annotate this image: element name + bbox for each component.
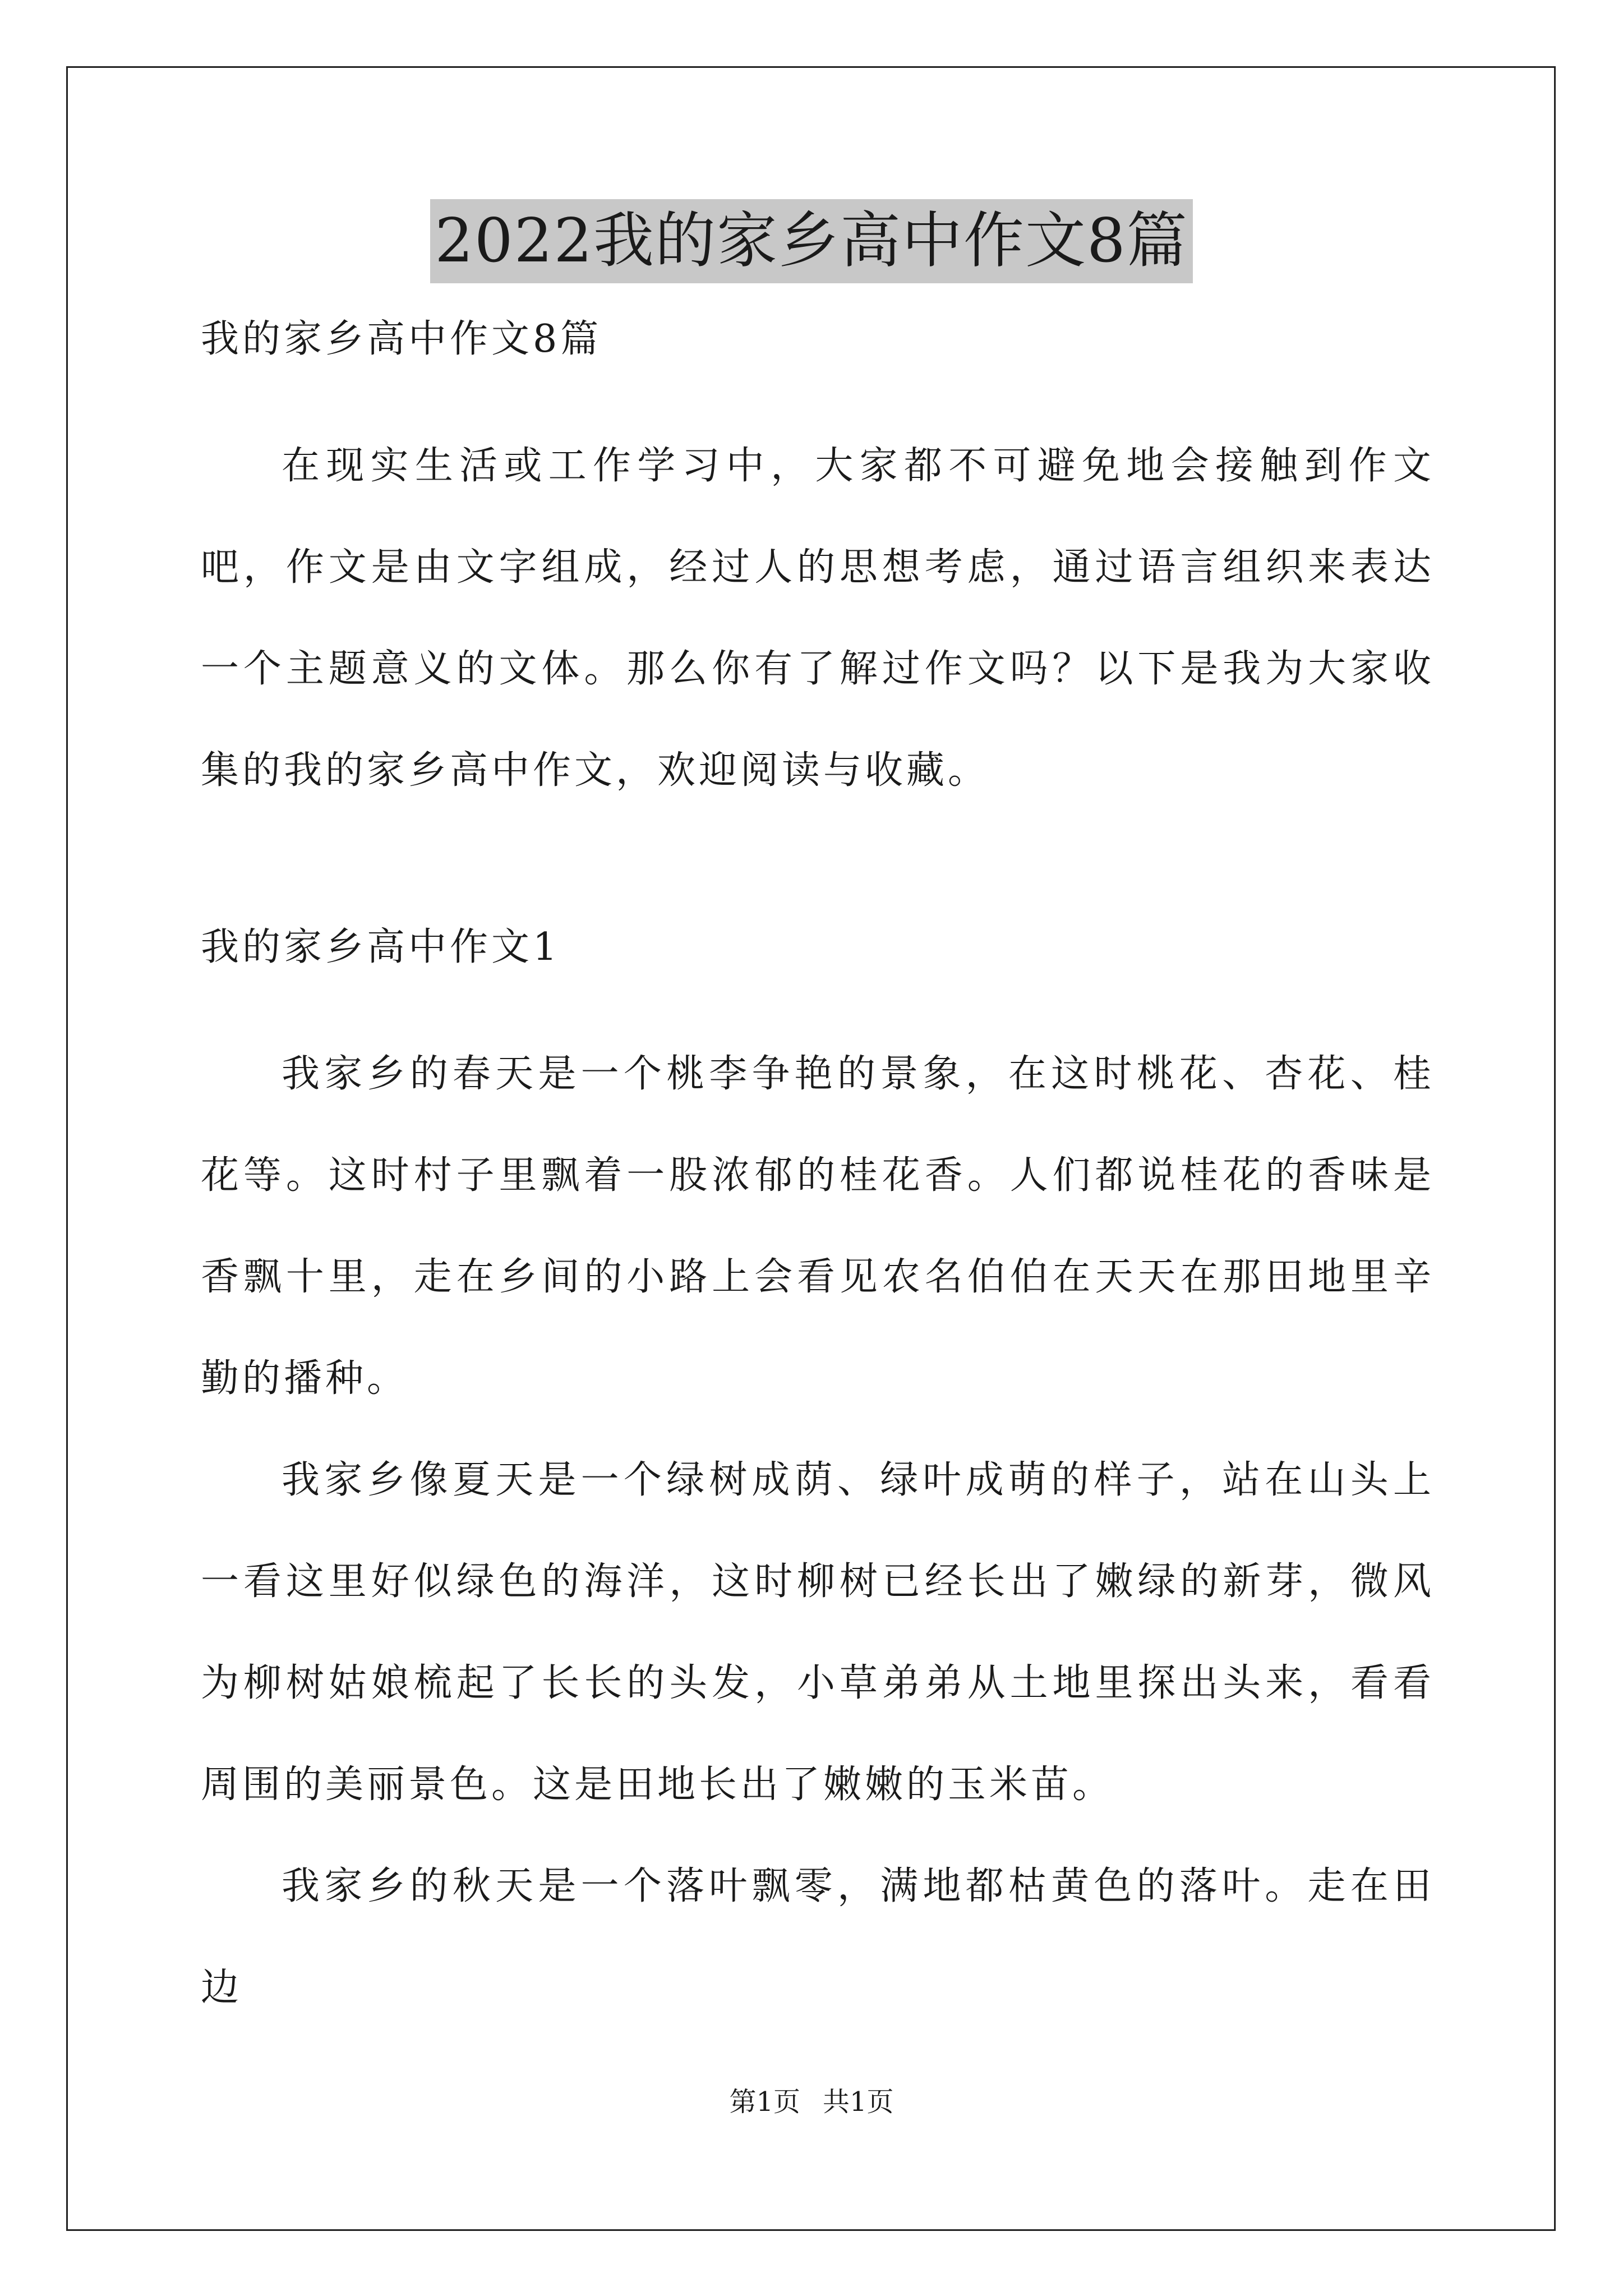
document-body	[201, 314, 1435, 2039]
page-footer	[0, 2085, 1623, 2119]
body-paragraph: 我家乡的春天是一个桃李争艳的景象，在这时桃花、杏花、桂花等。这时村子里飘着一股浓郁的桂花香。人们都说桂花的香味是香飘十里，走在乡间的小路上会看见农名伯伯在天天在那田地里辛勤的播种。	[201, 1052, 1435, 1401]
section-heading: 我的家乡高中作文1	[201, 925, 561, 969]
page-total: 共1页	[823, 2086, 894, 2118]
intro-heading: 我的家乡高中作文8篇	[201, 317, 602, 361]
body-paragraph: 我家乡的秋天是一个落叶飘零，满地都枯黄色的落叶。走在田边	[201, 1864, 1435, 2010]
document-title: 2022我的家乡高中作文8篇	[430, 199, 1193, 283]
title-block	[0, 199, 1623, 283]
body-paragraph: 我家乡像夏天是一个绿树成荫、绿叶成萌的样子，站在山头上一看这里好似绿色的海洋，这时柳树已经长出了嫩绿的新芽，微风为柳树姑娘梳起了长长的头发，小草弟弟从土地里探出头来，看看周围的美丽景色。这是田地长出了嫩嫩的玉米苗。	[201, 1458, 1435, 1807]
page-number: 第1页	[729, 2086, 800, 2118]
intro-paragraph: 在现实生活或工作学习中，大家都不可避免地会接触到作文吧，作文是由文字组成，经过人的思想考虑，通过语言组织来表达一个主题意义的文体。那么你有了解过作文吗？以下是我为大家收集的我的家乡高中作文，欢迎阅读与收藏。	[201, 444, 1435, 793]
